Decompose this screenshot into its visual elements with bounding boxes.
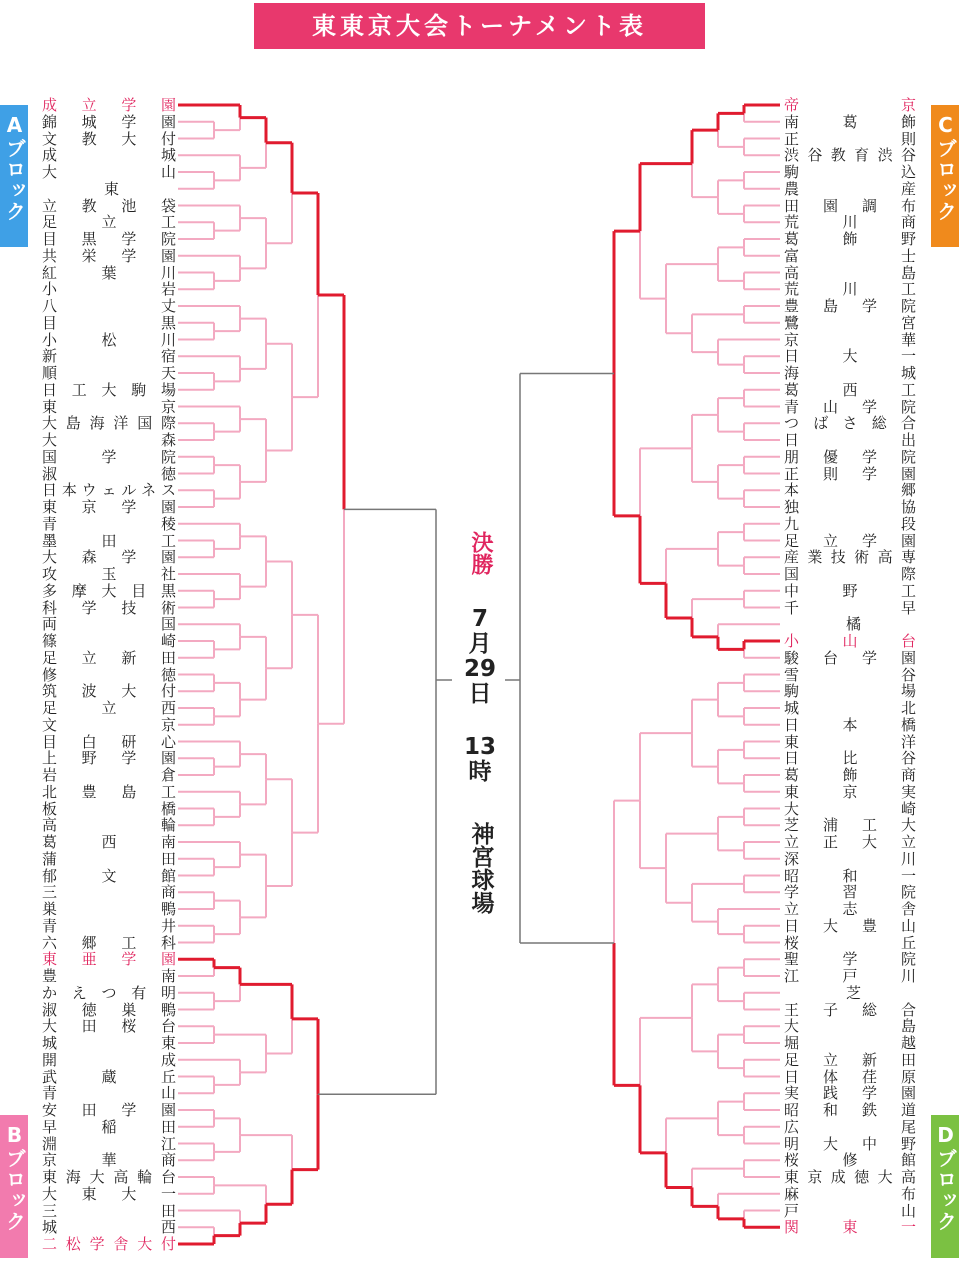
team-left-15: 小 松 川 [42, 330, 176, 349]
team-right-25: 独 協 [784, 498, 916, 516]
team-left-6: 東 [104, 179, 120, 198]
team-right-1: 帝 京 [784, 96, 916, 114]
team-left-54: か え つ 有 明 [42, 983, 176, 1002]
team-left-57: 城 東 [42, 1034, 176, 1052]
team-right-47: 昭 和 一 [784, 866, 916, 885]
team-left-35: 修 徳 [42, 665, 176, 684]
team-left-10: 共 栄 学 園 [42, 246, 176, 265]
team-left-26: 青 稜 [42, 514, 176, 533]
team-left-45: 葛 西 南 [42, 833, 176, 851]
team-left-65: 東 海 大 高 輪 台 [42, 1168, 176, 1186]
team-left-2: 錦 城 学 園 [42, 112, 176, 131]
team-left-7: 立 教 池 袋 [42, 196, 176, 215]
team-left-36: 筑 波 大 付 [42, 682, 176, 701]
team-right-35: 雪 谷 [784, 665, 916, 684]
team-left-56: 大 田 桜 台 [42, 1017, 176, 1036]
team-right-5: 駒 込 [784, 163, 916, 181]
team-left-4: 成 城 [42, 146, 176, 165]
team-left-66: 大 東 大 一 [42, 1184, 176, 1203]
team-left-43: 板 橋 [42, 799, 176, 818]
team-right-58: 足 立 新 田 [784, 1050, 916, 1069]
team-left-58: 開 成 [42, 1050, 176, 1069]
team-right-20: つ ば さ 総 合 [784, 414, 916, 433]
final-month: 7 [471, 606, 488, 632]
team-right-8: 荒 川 商 [784, 213, 916, 232]
page-title: 東東京大会トーナメント表 [254, 3, 705, 49]
team-right-43: 大 崎 [784, 799, 916, 818]
team-right-48: 学 習 院 [784, 883, 916, 902]
team-left-38: 文 京 [42, 715, 176, 734]
team-right-53: 江 戸 川 [784, 967, 916, 985]
team-left-1: 成 立 学 園 [42, 96, 176, 114]
team-right-21: 日 出 [784, 431, 916, 449]
team-right-68: 関 東 一 [784, 1218, 916, 1237]
team-left-32: 両 国 [42, 615, 176, 634]
team-right-55: 王 子 総 合 [784, 1000, 916, 1019]
team-left-8: 足 立 工 [42, 213, 176, 232]
team-right-17: 海 城 [784, 364, 916, 382]
team-right-65: 東 京 成 徳 大 高 [784, 1168, 916, 1186]
team-right-6: 農 産 [784, 179, 916, 198]
team-left-47: 郁 文 館 [42, 866, 176, 885]
team-left-34: 足 立 新 田 [42, 648, 176, 667]
team-right-24: 本 郷 [784, 481, 916, 500]
team-right-67: 戸 山 [784, 1201, 916, 1220]
final-day: 29 [463, 656, 496, 682]
team-left-49: 巣 鴨 [42, 900, 176, 918]
team-left-42: 北 豊 島 工 [42, 782, 176, 801]
team-right-57: 堀 越 [784, 1034, 916, 1052]
final-venue: 神宮球場 [467, 822, 494, 914]
team-left-24: 日 本 ウ ェ ル ネ ス [42, 481, 176, 500]
team-right-9: 葛 飾 野 [784, 230, 916, 248]
team-right-7: 田 園 調 布 [784, 196, 916, 215]
team-left-41: 岩 倉 [42, 766, 176, 784]
team-left-37: 足 立 西 [42, 699, 176, 717]
team-left-20: 大 島 海 洋 国 際 [42, 414, 176, 433]
team-left-31: 科 学 技 術 [42, 598, 176, 617]
team-right-62: 広 尾 [784, 1117, 916, 1136]
team-right-2: 南 葛 飾 [784, 112, 916, 131]
team-right-39: 東 洋 [784, 732, 916, 751]
team-left-51: 六 郷 工 科 [42, 933, 176, 952]
team-left-46: 蒲 田 [42, 849, 176, 868]
team-right-11: 高 島 [784, 263, 916, 282]
team-left-19: 東 京 [42, 397, 176, 416]
team-left-52: 東 亜 学 園 [42, 950, 176, 969]
team-left-17: 順 天 [42, 364, 176, 382]
team-left-14: 目 黒 [42, 313, 176, 332]
block-a-label: Aブロック [2, 113, 27, 222]
team-left-21: 大 森 [42, 431, 176, 449]
team-right-59: 日 体 荏 原 [784, 1067, 916, 1086]
team-right-26: 九 段 [784, 514, 916, 533]
team-left-64: 京 華 商 [42, 1151, 176, 1170]
team-right-51: 桜 丘 [784, 933, 916, 952]
team-left-9: 目 黒 学 院 [42, 230, 176, 248]
final-hour-unit: 時 [468, 759, 492, 785]
team-right-50: 日 大 豊 山 [784, 916, 916, 935]
final-month-unit: 月 [468, 631, 492, 657]
team-right-10: 富 士 [784, 246, 916, 265]
team-left-16: 新 宿 [42, 347, 176, 366]
team-left-39: 目 白 研 心 [42, 732, 176, 751]
team-left-44: 高 輪 [42, 816, 176, 835]
team-left-67: 三 田 [42, 1201, 176, 1220]
team-left-22: 国 学 院 [42, 447, 176, 466]
team-right-41: 葛 飾 商 [784, 766, 916, 784]
team-right-29: 国 際 [784, 565, 916, 583]
team-right-40: 日 比 谷 [784, 749, 916, 768]
team-left-63: 淵 江 [42, 1134, 176, 1153]
team-left-23: 淑 徳 [42, 464, 176, 483]
team-right-16: 日 大 一 [784, 347, 916, 366]
team-left-40: 上 野 学 園 [42, 749, 176, 768]
team-left-69: 二 松 学 舎 大 付 [42, 1235, 176, 1253]
team-right-4: 渋 谷 教 育 渋 谷 [784, 146, 916, 165]
team-right-23: 正 則 学 園 [784, 464, 916, 483]
team-right-32: 橘 [846, 615, 862, 634]
team-right-14: 鷺 宮 [784, 313, 916, 332]
team-right-52: 聖 学 院 [784, 950, 916, 969]
team-right-36: 駒 場 [784, 682, 916, 701]
team-left-13: 八 丈 [42, 297, 176, 315]
final-day-unit: 日 [468, 681, 492, 707]
team-left-3: 文 教 大 付 [42, 129, 176, 148]
team-right-19: 青 山 学 院 [784, 397, 916, 416]
team-left-12: 小 岩 [42, 280, 176, 299]
team-left-28: 大 森 学 園 [42, 548, 176, 567]
team-right-60: 実 践 学 園 [784, 1084, 916, 1103]
team-left-60: 青 山 [42, 1084, 176, 1103]
team-left-29: 攻 玉 社 [42, 565, 176, 583]
team-right-42: 東 京 実 [784, 782, 916, 801]
block-d-label: Dブロック [933, 1123, 958, 1232]
final-hour: 13 [463, 734, 496, 760]
team-right-18: 葛 西 工 [784, 380, 916, 399]
team-right-33: 小 山 台 [784, 632, 916, 650]
team-left-53: 豊 南 [42, 967, 176, 985]
team-right-28: 産 業 技 術 高 専 [784, 548, 916, 567]
team-left-30: 多 摩 大 目 黒 [42, 581, 176, 600]
team-left-25: 東 京 学 園 [42, 498, 176, 516]
team-left-48: 三 商 [42, 883, 176, 902]
team-right-13: 豊 島 学 院 [784, 297, 916, 315]
team-right-64: 桜 修 館 [784, 1151, 916, 1170]
team-right-34: 駿 台 学 園 [784, 648, 916, 667]
team-left-59: 武 蔵 丘 [42, 1067, 176, 1086]
team-right-12: 荒 川 工 [784, 280, 916, 299]
team-right-66: 麻 布 [784, 1184, 916, 1203]
team-right-22: 朋 優 学 院 [784, 447, 916, 466]
team-right-49: 立 志 舎 [784, 900, 916, 918]
team-right-45: 立 正 大 立 [784, 833, 916, 851]
team-right-56: 大 島 [784, 1017, 916, 1036]
team-left-27: 墨 田 工 [42, 531, 176, 550]
block-b-label: Bブロック [2, 1123, 27, 1232]
team-left-11: 紅 葉 川 [42, 263, 176, 282]
team-left-50: 青 井 [42, 916, 176, 935]
team-right-15: 京 華 [784, 330, 916, 349]
team-right-54: 芝 [846, 983, 862, 1002]
final-label: 決勝 [468, 531, 493, 575]
block-c-label: Cブロック [933, 113, 958, 222]
team-right-31: 千 早 [784, 598, 916, 617]
team-left-5: 大 山 [42, 163, 176, 181]
team-right-27: 足 立 学 園 [784, 531, 916, 550]
team-left-55: 淑 徳 巣 鴨 [42, 1000, 176, 1019]
team-right-37: 城 北 [784, 699, 916, 717]
team-right-46: 深 川 [784, 849, 916, 868]
team-right-30: 中 野 工 [784, 581, 916, 600]
team-right-3: 正 則 [784, 129, 916, 148]
team-left-68: 城 西 [42, 1218, 176, 1237]
team-left-61: 安 田 学 園 [42, 1101, 176, 1119]
team-right-61: 昭 和 鉄 道 [784, 1101, 916, 1119]
team-left-33: 篠 崎 [42, 632, 176, 650]
team-right-63: 明 大 中 野 [784, 1134, 916, 1153]
team-right-44: 芝 浦 工 大 [784, 816, 916, 835]
final-info [445, 525, 515, 923]
team-left-62: 早 稲 田 [42, 1117, 176, 1136]
team-left-18: 日 工 大 駒 場 [42, 380, 176, 399]
team-right-38: 日 本 橋 [784, 715, 916, 734]
